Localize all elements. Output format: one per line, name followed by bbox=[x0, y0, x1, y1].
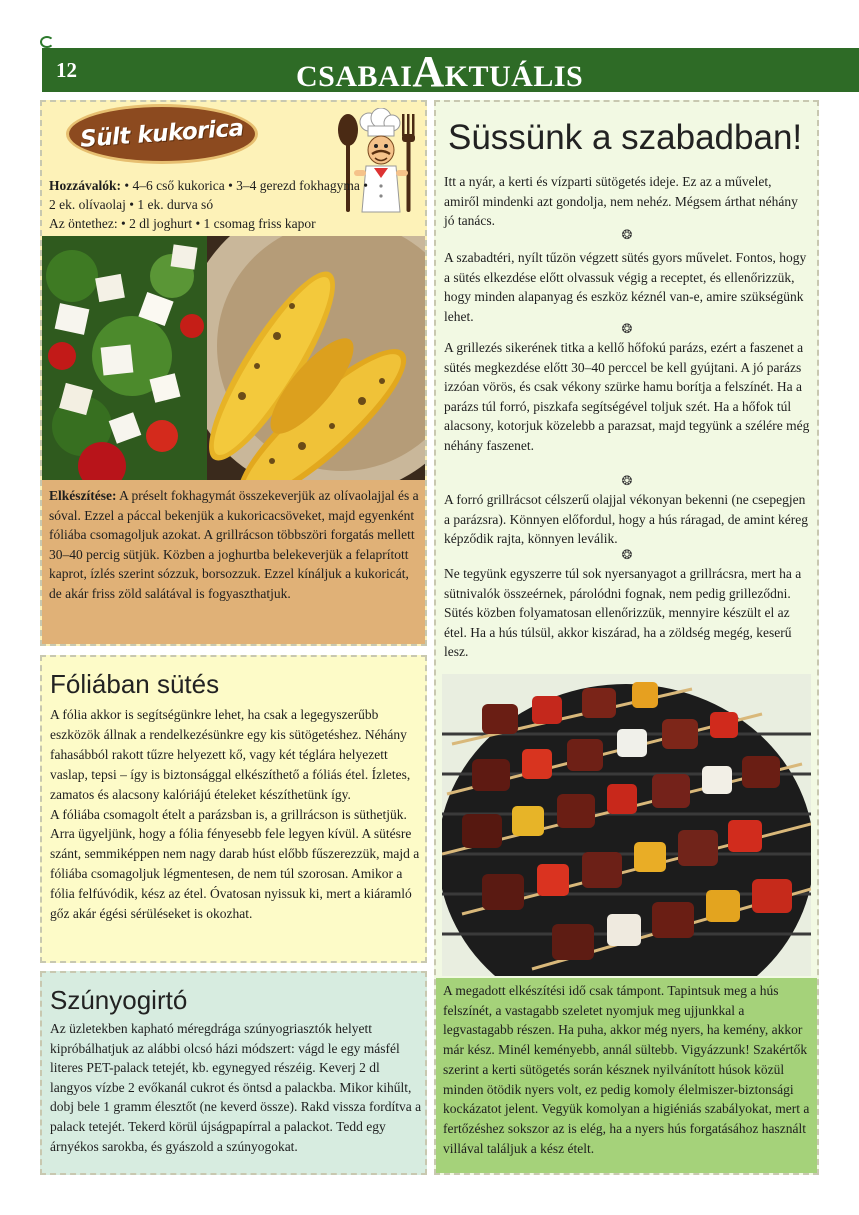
foil-title: Fóliában sütés bbox=[50, 669, 220, 699]
preparation-text bbox=[42, 480, 427, 646]
grilled-corn-photo bbox=[42, 236, 427, 480]
foil-paragraph-1: A fólia akkor is segítségünkre lehet, ha csak a legegyszerűbb eszközök állnak a rendelkezésünkre egy kis sütögetéshez. Néhány fahasábból rakott tűzre helyezett kő, vagy két téglára helyezett vaslap, tepsi – így is biztonsággal elkészíthető a fóliás étel. Ízletes, zamatos és alacsony kalóriájú ételeket készíthetünk így. bbox=[50, 707, 411, 802]
sun-flower-ornament-icon: ❂ bbox=[621, 548, 633, 563]
topping-list: Az öntethez: • 2 dl joghurt • 1 csomag friss kapor bbox=[49, 216, 316, 231]
swirl-ornament-icon bbox=[40, 36, 54, 48]
foil-cooking-box bbox=[40, 655, 427, 963]
recipe-title-badge bbox=[66, 104, 258, 164]
mosquito-repellent-box bbox=[40, 971, 427, 1175]
mosquito-title: Szúnyogirtó bbox=[50, 985, 188, 1015]
ingredients-list: • 4–6 cső kukorica • 3–4 gerezd fokhagyma • 2 ek. olívaolaj • 1 ek. durva só bbox=[49, 178, 368, 212]
mosquito-text: Az üzletekben kapható méregdrága szúnyogriasztók helyett kipróbálhatjuk az alábbi olcsó házi módszert: vágd le egy másfél literes PET-palack tetejét, kb. egynegyed részéig. Keverj 2 dl langyos vízbe 2 evőkanál cukrot és öntsd a palackba. Mikor kihűlt, dobj bele 1 gramm élesztőt (ne keverd össze). Rakd vissza fordítva a palack tetejét. Tekerd körül újságpapírral a palackot. Tedd egy árnyékos sarokba, és gyászold a szúnyogokat. bbox=[50, 1021, 422, 1154]
grilling-tips-caption: A megadott elkészítési idő csak támpont. Tapintsuk meg a hús felszínét, a vastagabb szeletet nyomjuk meg ujjunkkal a legvastagabb részen. Ha puha, akkor még nyers, ha kemény, akkor már kész. Minél keményebb, annál sültebb. Vigyázzunk! Szakértők szerint a kerti sütögetés során késznek nyilvánított húsok közül minden ötödik nyers volt, ez pedig komoly élelmiszer-biztonsági kockázatot jelent. Vegyük komolyan a higiéniás szabályokat, mert a fertőzéshez sokszor az is elég, ha a nyers hús forgatásához használt villával találjuk a kész ételt. bbox=[436, 978, 819, 1175]
ingredients-label: Hozzávalók: bbox=[49, 178, 121, 193]
main-paragraph-3: A grillezés sikerének titka a kellő hőfokú parázs, ezért a faszenet a sütés megkezdése előtt 30–40 perccel be kell gyújtani. A jó parázs izzóan vörös, és csak vékony szürke hamu borítja a felszínét. Ha a parázs túl forró, piszkafa segítségével toljuk szét. Ha a hőfok túl alacsony, kotorjuk közelebb a parazsat, majd tegyünk a szélére még néhány faszenet. bbox=[444, 340, 810, 453]
kebab-grill-photo bbox=[442, 674, 811, 976]
foil-paragraph-2: A fóliába csomagolt ételt a parázsban is, a grillrácson is süthetjük. Arra ügyeljünk, hogy a fólia fényesebb fele legyen kívül. A sütésre szánt, semmiképpen nem nagy darab húst előbb fűszerezzük, majd a fóliába csomagoljuk légmentesen, de nem túl szorosan. Amikor a fólia felfúvódik, kész az étel. Óvatosan nyissuk ki, mert a kiáramló gőz akár égési sérüléseket is okozhat. bbox=[50, 806, 420, 922]
sun-flower-ornament-icon: ❂ bbox=[621, 474, 633, 489]
sun-flower-ornament-icon: ❂ bbox=[621, 228, 633, 243]
preparation-label: Elkészítése: bbox=[49, 488, 117, 503]
outdoor-grilling-box bbox=[434, 100, 819, 1175]
main-paragraph-4: A forró grillrácsot célszerű olajjal vékonyan bekenni (ne csepegjen a parázsra). Könnyen előfordul, hogy a hús ráragad, de amint kéreg képződik rajta, könnyen leválik. bbox=[444, 492, 808, 547]
masthead-prefix: CSABAI bbox=[296, 60, 413, 93]
main-paragraph-5: Ne tegyünk egyszerre túl sok nyersanyagot a grillrácsra, mert ha a sütnivalók összeérnek, párolódni fognak, nem pedig grilleződni. Sütés közben folyamatosan ellenőrizzük, mennyire készült el az étel. Ha a hús túlsül, akkor kiszárad, ha a zöldség megég, keserű lesz. bbox=[444, 566, 802, 660]
recipe-title: Sült kukorica bbox=[79, 115, 245, 153]
page-number: 12 bbox=[56, 58, 77, 82]
main-paragraph-2: A szabadtéri, nyílt tűzön végzett sütés gyors művelet. Fontos, hogy a sütés elkezdése előtt olvassuk végig a receptet, és ellenőrizzük, hogy minden alapanyag és eszköz kéznél van-e, amire szükségünk lehet. bbox=[444, 250, 807, 324]
main-paragraph-1: Itt a nyár, a kerti és vízparti sütögetés ideje. Ez az a művelet, amiről mindenki azt gondolja, nem nehéz. Mégsem árthat néhány jó tanács. bbox=[444, 174, 798, 229]
recipe-box bbox=[40, 100, 427, 646]
masthead-rest: KTUÁLIS bbox=[444, 60, 584, 93]
masthead-initial: A bbox=[412, 47, 445, 96]
ingredients-text bbox=[49, 176, 369, 233]
preparation-body: A préselt fokhagymát összekeverjük az olívaolajjal és a sóval. Ezzel a páccal bekenjük a kukoricacsöveket, majd egyenként fóliába csomagoljuk azokat. A grillrácson többszöri forgatás mellett 30–40 percig sütjük. Közben a joghurtba belekeverjük a felaprított kaprot, ízlés szerint sózzuk, borsozzuk. Ezzel kínáljuk a kukoricát, de akár friss zöld salátával is fogyaszthatjuk. bbox=[49, 488, 419, 601]
masthead bbox=[296, 47, 584, 96]
sun-flower-ornament-icon: ❂ bbox=[621, 322, 633, 337]
main-title: Süssünk a szabadban! bbox=[448, 118, 803, 157]
foil-text bbox=[50, 705, 422, 924]
